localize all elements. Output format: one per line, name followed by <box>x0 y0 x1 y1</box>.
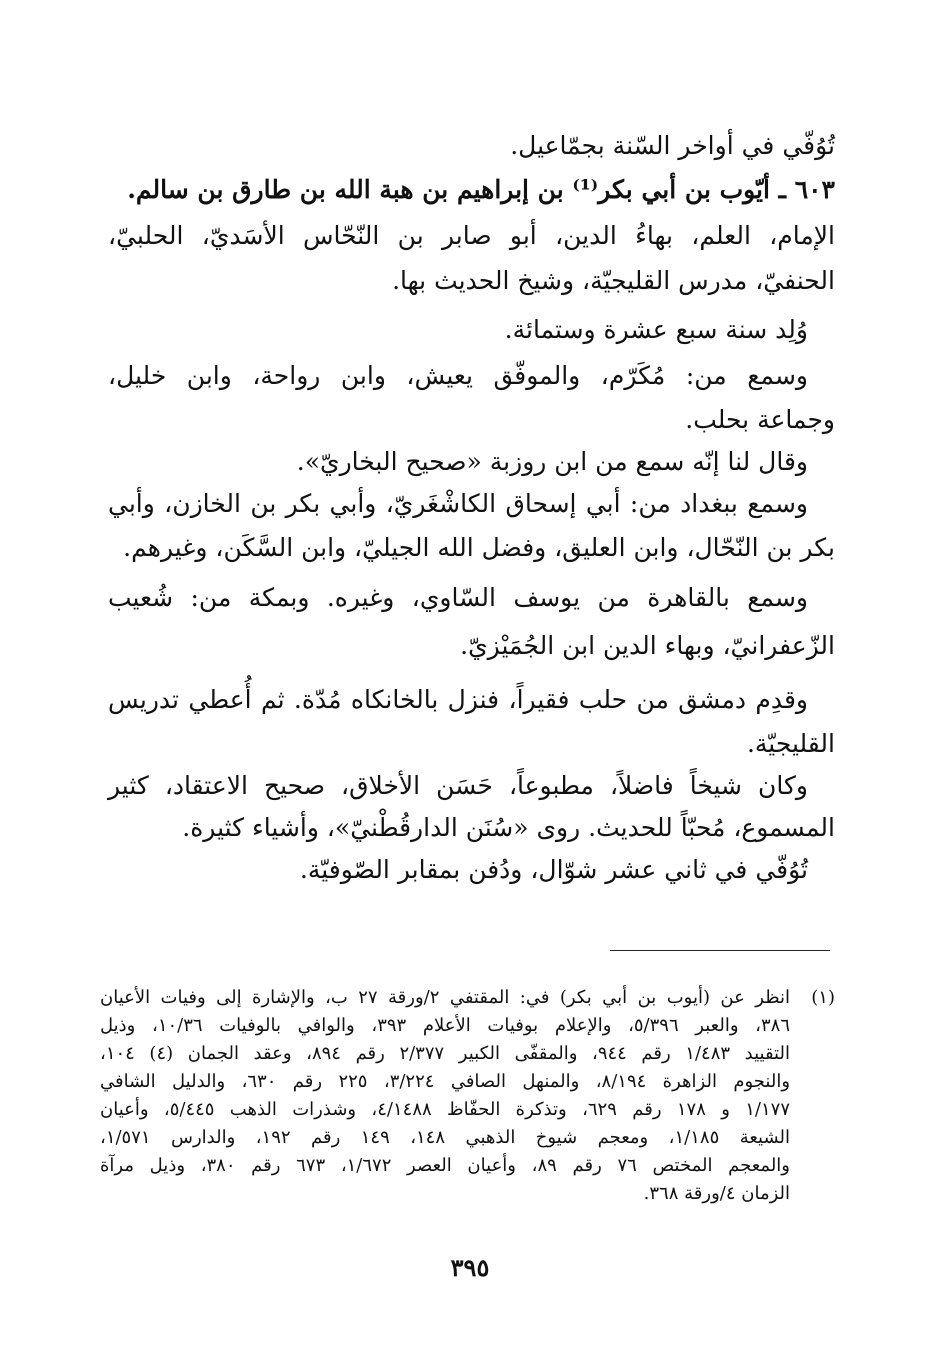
body-line-10: بكر بن النّحّال، وابن العليق، وفضل الله الجيليّ، وابن السَّكَن، وغيرهم. <box>123 533 835 562</box>
footnote-line-3: التقييد ١/٤٨٣ رقم ٩٤٤، والمقفّى الكبير ٢/٣٧٧ رقم ٨٩٤، وعقد الجمان (٤) ١٠٤، <box>100 1043 790 1064</box>
entry-heading: ٦٠٣ ـ أيّوب بن أبي بكر⁽¹⁾ بن إبراهيم بن هبة الله بن طارق بن سالم. <box>127 175 835 204</box>
body-line-11: وسمع بالقاهرة من يوسف السّاوي، وغيره. وبمكة من: شُعيب <box>108 583 808 612</box>
body-line-7: وجماعة بحلب. <box>685 405 835 434</box>
footnote-line-7: والمعجم المختص ٧٦ رقم ٨٩، وأعيان العصر ١/٦٧٢، ٦٧٣ رقم ٣٨٠، وذيل مرآة <box>100 1155 790 1176</box>
body-line-5: وُلِد سنة سبع عشرة وستمائة. <box>504 315 808 344</box>
body-line-14: القليجيّة. <box>746 729 835 758</box>
body-line-3: الإمام، العلم، بهاءُ الدين، أبو صابر بن النّحّاس الأسَديّ، الحلبيّ، <box>108 221 835 250</box>
body-line-6: وسمع من: مُكَرّم، والموفّق يعيش، وابن رواحة، وابن خليل، <box>108 361 808 390</box>
page-number: ٣٩٥ <box>450 1253 490 1282</box>
footnote-marker: (١) <box>811 987 835 1008</box>
body-line-1: تُوُفّي في أواخر السّنة بجمّاعيل. <box>510 131 835 160</box>
body-line-15: وكان شيخاً فاضلاً، مطبوعاً، حَسَن الأخلاق، صحيح الاعتقاد، كثير <box>108 771 808 800</box>
body-line-12: الزّعفرانيّ، وبهاء الدين ابن الجُمَيْزيّ. <box>460 631 835 660</box>
body-line-17: تُوُفّي في ثاني عشر شوّال، ودُفن بمقابر الصّوفيّة. <box>299 855 808 884</box>
footnote-line-6: الشيعة ١/١٨٥، ومعجم شيوخ الذهبي ١٤٨، ١٤٩ رقم ١٩٢، والدارس ١/٥٧١، <box>100 1127 790 1148</box>
footnote-line-4: والنجوم الزاهرة ٨/١٩٤، والمنهل الصافي ٣/٢٢٤، ٢٢٥ رقم ٦٣٠، والدليل الشافي <box>100 1071 791 1092</box>
body-line-16: المسموع، مُحبّاً للحديث. روى «سُنَن الدارقُطْنيّ»، وأشياء كثيرة. <box>182 813 835 842</box>
body-line-13: وقدِم دمشق من حلب فقيراً، فنزل بالخانكاه مُدّة. ثم أُعطي تدريس <box>108 685 808 714</box>
footnote-line-8: الزمان ٤/ورقة ٣٦٨. <box>643 1183 790 1204</box>
footnote-divider <box>610 950 830 951</box>
body-line-8: وقال لنا إنّه سمع من ابن روزبة «صحيح البخاريّ». <box>296 447 808 476</box>
footnote-line-2: ٣٨٦، والعبر ٥/٣٩٦، والإعلام بوفيات الأعلام ٣٩٣، والوافي بالوفيات ١٠/٣٦، وذيل <box>100 1015 790 1036</box>
footnote-line-5: ١/١٧٧ و ١٧٨ رقم ٦٢٩، وتذكرة الحفّاظ ٤/١٤٨٨، وشذرات الذهب ٥/٤٤٥، وأعيان <box>100 1099 790 1120</box>
body-line-9: وسمع ببغداد من: أبي إسحاق الكاشْغَريّ، وأبي بكر بن الخازن، وأبي <box>108 489 808 518</box>
body-line-4: الحنفيّ، مدرس القليجيّة، وشيخ الحديث بها. <box>392 266 835 295</box>
footnote-line-1: انظر عن (أيوب بن أبي بكر) في: المقتفي ٢/ورقة ٢٧ ب، والإشارة إلى وفيات الأعيان <box>100 987 790 1008</box>
